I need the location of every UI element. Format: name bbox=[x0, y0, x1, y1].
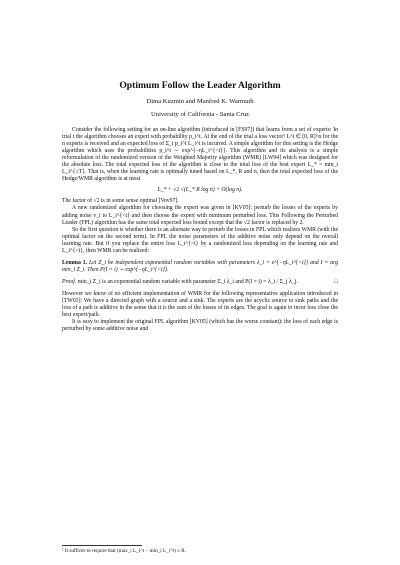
lemma-label: Lemma 1. bbox=[62, 259, 88, 266]
paper-title: Optimum Follow the Leader Algorithm bbox=[119, 80, 281, 91]
paper-body bbox=[62, 127, 338, 333]
paragraph-question: So the first question is whether there is an alternate way to perturb the losses in FPL which realizes WMR (with the optimal factor on the second term). In FPL the noise parameters of the additive noise only depend on the overall learning rate. But if you replace the entire loss L_i^{<t} by a randomized loss depending on the learning rate and L_i^{<t}, then WMR can be realized: bbox=[62, 226, 338, 254]
proof-label: Proof. bbox=[62, 278, 77, 285]
affiliation-line: University of California - Santa Cruz bbox=[151, 111, 249, 118]
footnote-divider bbox=[62, 545, 142, 546]
paragraph-setting: Consider the following setting for an on-line algorithm (introduced in [FS97]) that learns from a set of experts: In trial t the algorithm chooses an expert with probability p_i^t. At the end of the trial a loss vector¹ L^t ∈ [0, R]^n for the n experts is received and an expected loss of Σ_i p_i^t L_i^t is incurred. A simple algorithm for this setting is the Hedge algorithm which uses the probabilities p_i^t ∼ exp^{−ηL_i^{<t}}. This algorithm and its analysis is a simple reformulation of the randomized version of the Weighted Majority algorithm (WMR) [LW94] which was designed for the absolute loss. The total expected loss of the algorithm is close to the total loss of the best expert L_* = min_i L_i^{≤T}. That is, when the learning rate is optimally tuned based on L_*, R and n, then the total expected loss of the Hedge/WMR algorithm is at most bbox=[62, 127, 338, 183]
proof-text: min_i Z_i is an exponential random variable with parameter Σ_i λ_i and P(I = i) = λ_i / Σ_j λ_j. bbox=[77, 278, 298, 285]
paragraph-factor: The factor of √2 is in some sense optimal [Vov97]. bbox=[62, 198, 179, 205]
lemma-text: Let Z_i be independent exponential random variables with parameters λ_i = e^{−ηL_i^{<t}} and I = arg min_i Z_i. Then P(I = i) ∼ exp^{−ηL_i^{<t}}. bbox=[62, 259, 339, 273]
paragraph-implementation: However we know of no efficient implementation of WMR for the following representative application introduced in [TW03]: We have a directed graph with a source and a sink. The experts are the acyclic source to sink paths and the loss of a path is additive in the sense that it is the sum of the losses of its edges. The goal is again to incur loss close the best expert/path. bbox=[62, 290, 338, 319]
paragraph-easy: It is easy to implement the original FPL algorithm [KV05] (which has the worse constant): the loss of each edge is perturbed by some additive noise and bbox=[62, 319, 338, 333]
proof-block bbox=[62, 279, 338, 286]
paragraph-fpl: A new randomized algorithm for choosing the expert was given in [KV05]: perturb the losses of the experts by adding noise ν_i to L_i^{<t} and then choose the expert with minimum perturbed loss. This Following the Perturbed Leader (FPL) algorithm has the same total expected loss bound except that the √2 factor is replaced by 2. bbox=[62, 205, 338, 226]
lemma-block bbox=[62, 260, 338, 274]
author-line: Dima Kuzmin and Manfred K. Warmuth bbox=[146, 98, 254, 105]
qed-symbol: □ bbox=[334, 278, 338, 285]
display-equation: L_* + √2 √(L_* R log n) + O(log n). bbox=[157, 187, 243, 194]
footnote: ¹ It suffices to require that (max_i L_i^t − min_i L_i^t) ≤ R. bbox=[62, 548, 187, 554]
